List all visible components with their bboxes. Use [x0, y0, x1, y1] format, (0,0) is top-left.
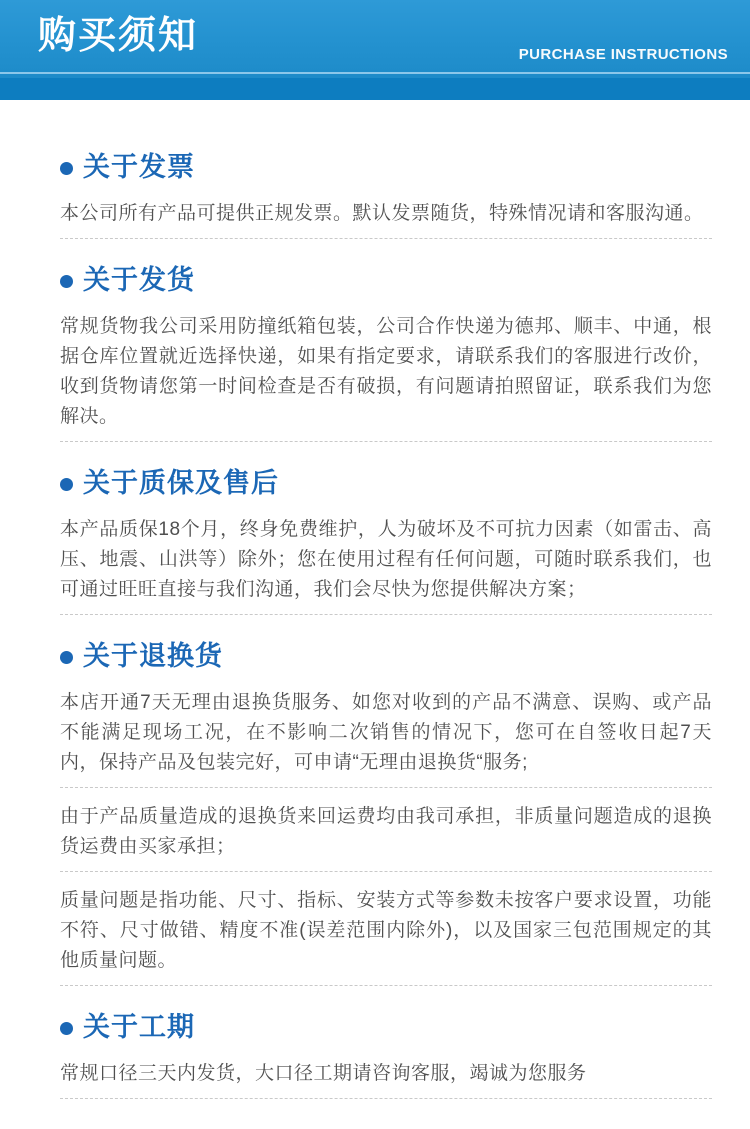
- bullet-icon: [60, 275, 73, 288]
- bullet-icon: [60, 162, 73, 175]
- section-heading-row: [60, 149, 712, 186]
- section-heading: 关于退换货: [83, 641, 223, 671]
- section-heading: 关于工期: [83, 1012, 195, 1042]
- page-header: [0, 0, 750, 100]
- page-subtitle: PURCHASE INSTRUCTIONS: [518, 46, 728, 63]
- bullet-icon: [60, 651, 73, 664]
- section-invoice: [60, 149, 712, 239]
- section-paragraph: 本产品质保18个月，终身免费维护，人为破坏及不可抗力因素（如雷击、高压、地震、山洪等）除外；您在使用过程有任何问题，可随时联系我们，也可通过旺旺直接与我们沟通，我们会尽快为您提供解决方案；: [60, 519, 712, 600]
- section-heading-row: [60, 262, 712, 299]
- section-paragraph: 由于产品质量造成的退换货来回运费均由我司承担，非质量问题造成的退换货运费由买家承担；: [60, 806, 712, 857]
- section-returns: [60, 638, 712, 986]
- section-paragraph: 本公司所有产品可提供正规发票。默认发票随货，特殊情况请和客服沟通。: [60, 203, 704, 224]
- divider: [60, 614, 712, 615]
- instructions-content: [0, 149, 750, 1129]
- page-title: 购买须知: [38, 15, 199, 57]
- section-paragraph: 常规口径三天内发货，大口径工期请咨询客服，竭诚为您服务: [60, 1063, 587, 1084]
- section-heading-row: [60, 465, 712, 502]
- section-heading-row: [60, 1009, 712, 1046]
- divider: [60, 441, 712, 442]
- section-paragraph: 本店开通7天无理由退换货服务、如您对收到的产品不满意、误购、或产品不能满足现场工况，在不影响二次销售的情况下，您可在自签收日起7天内，保持产品及包装完好，可申请“无理由退换货“服务;: [60, 692, 712, 773]
- section-heading-row: [60, 638, 712, 675]
- header-bottom-strip: [0, 78, 750, 100]
- divider: [60, 1098, 712, 1099]
- divider: [60, 787, 712, 788]
- section-heading: 关于发货: [83, 265, 195, 295]
- section-shipping: [60, 262, 712, 442]
- divider: [60, 871, 712, 872]
- bullet-icon: [60, 478, 73, 491]
- section-warranty-aftersales: [60, 465, 712, 615]
- section-heading: 关于质保及售后: [83, 468, 279, 498]
- divider: [60, 985, 712, 986]
- section-heading: 关于发票: [83, 152, 195, 182]
- section-paragraph: 质量问题是指功能、尺寸、指标、安装方式等参数未按客户要求设置，功能不符、尺寸做错、精度不准(误差范围内除外)，以及国家三包范围规定的其他质量问题。: [60, 890, 712, 971]
- header-banner: [0, 0, 750, 72]
- section-paragraph: 常规货物我公司采用防撞纸箱包装，公司合作快递为德邦、顺丰、中通，根据仓库位置就近选择快递，如果有指定要求，请联系我们的客服进行改价，收到货物请您第一时间检查是否有破损，有问题请拍照留证，联系我们为您解决。: [60, 316, 712, 427]
- divider: [60, 238, 712, 239]
- bullet-icon: [60, 1022, 73, 1035]
